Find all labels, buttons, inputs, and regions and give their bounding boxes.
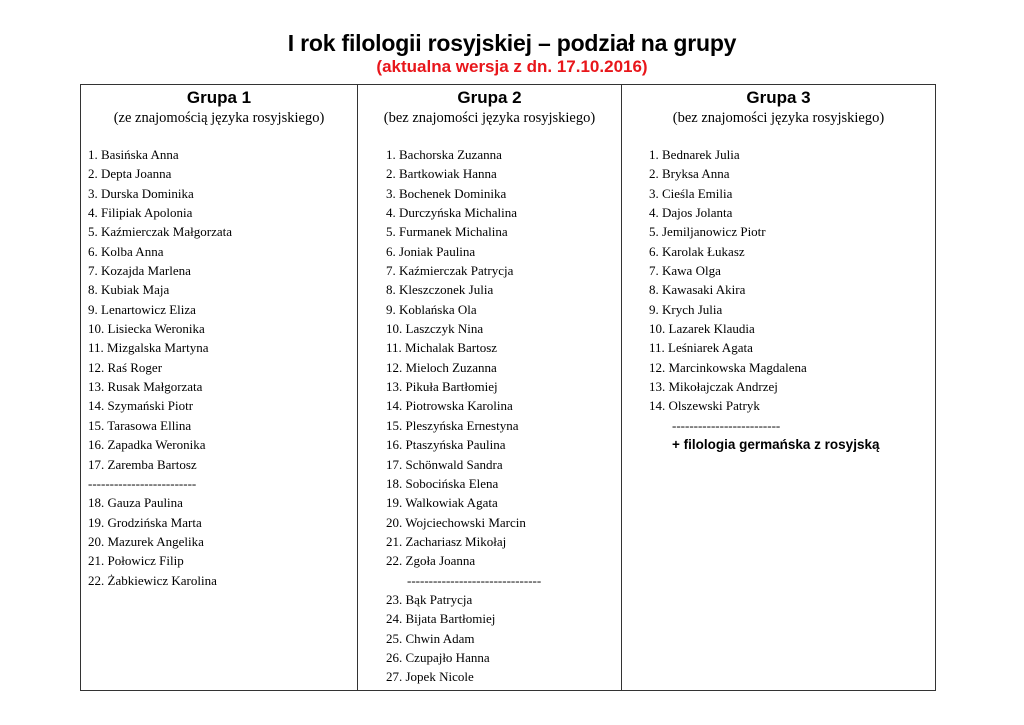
version-subtitle: (aktualna wersja z dn. 17.10.2016) (376, 57, 648, 76)
list-item: 15. Tarasowa Ellina (88, 417, 192, 433)
group-column-2 (358, 85, 622, 691)
list-item: 16. Zapadka Weronika (88, 437, 206, 453)
list-item: 10. Lisiecka Weronika (88, 321, 205, 337)
list-item: 21. Połowicz Filip (88, 553, 184, 569)
group-heading: Grupa 1 (186, 88, 252, 107)
list-item: 7. Kozajda Marlena (88, 263, 191, 279)
list-separator: ------------------------- (672, 417, 781, 433)
list-item: 8. Kubiak Maja (88, 282, 170, 298)
list-item: 17. Zaremba Bartosz (88, 456, 197, 472)
list-item: 2. Bryksa Anna (649, 166, 730, 182)
list-item: 10. Lazarek Klaudia (649, 321, 755, 337)
list-item: 8. Kawasaki Akira (649, 282, 746, 298)
list-item: 18. Gauza Paulina (88, 495, 183, 511)
group-description: (ze znajomością języka rosyjskiego) (113, 110, 325, 126)
list-item: 16. Ptaszyńska Paulina (386, 437, 506, 453)
list-item: 21. Zachariasz Mikołaj (386, 533, 507, 549)
list-item: 18. Sobocińska Elena (386, 475, 499, 491)
list-item: 15. Pleszyńska Ernestyna (386, 417, 519, 433)
list-item: 1. Basińska Anna (88, 147, 179, 162)
group-note: + filologia germańska z rosyjską (672, 437, 880, 453)
list-item: 20. Mazurek Angelika (88, 533, 204, 549)
list-item: 25. Chwin Adam (386, 630, 475, 646)
list-item: 12. Marcinkowska Magdalena (649, 359, 807, 375)
list-item: 5. Jemiljanowicz Piotr (649, 224, 766, 240)
student-list (622, 145, 935, 435)
list-item: 4. Filipiak Apolonia (88, 205, 193, 221)
list-item: 27. Jopek Nicole (386, 669, 474, 685)
list-item: 6. Joniak Paulina (386, 243, 476, 259)
list-item: 23. Bąk Patrycja (386, 591, 473, 607)
page-title: I rok filologii rosyjskiej – podział na grupy (287, 30, 737, 56)
list-item: 13. Pikuła Bartłomiej (386, 379, 498, 395)
list-item: 3. Bochenek Dominika (386, 185, 507, 201)
list-item: 11. Leśniarek Agata (649, 340, 753, 356)
list-item: 14. Piotrowska Karolina (386, 398, 513, 414)
list-item: 19. Grodzińska Marta (88, 514, 202, 530)
list-item: 11. Mizgalska Martyna (88, 340, 209, 356)
list-item: 2. Bartkowiak Hanna (386, 166, 497, 182)
list-item: 6. Kolba Anna (88, 243, 164, 259)
list-item: 14. Szymański Piotr (88, 398, 194, 414)
list-item: 1. Bachorska Zuzanna (386, 147, 502, 162)
list-item: 24. Bijata Bartłomiej (386, 611, 496, 627)
list-item: 7. Kaźmierczak Patrycja (386, 263, 514, 279)
list-item: 6. Karolak Łukasz (649, 243, 745, 259)
list-item: 11. Michalak Bartosz (386, 340, 498, 356)
list-item: 14. Olszewski Patryk (649, 398, 760, 414)
list-item: 22. Zgoła Joanna (386, 553, 476, 569)
list-item: 3. Durska Dominika (88, 185, 194, 201)
group-heading: Grupa 3 (746, 88, 811, 107)
list-separator: ------------------------------- (407, 572, 542, 588)
list-item: 2. Depta Joanna (88, 166, 172, 182)
list-item: 9. Lenartowicz Eliza (88, 301, 196, 317)
list-item: 17. Schönwald Sandra (386, 456, 503, 472)
list-item: 3. Cieśla Emilia (649, 185, 733, 201)
list-item: 13. Rusak Małgorzata (88, 379, 203, 395)
list-item: 4. Dajos Jolanta (649, 205, 733, 221)
list-item: 4. Durczyńska Michalina (386, 205, 518, 221)
list-item: 9. Koblańska Ola (386, 301, 477, 317)
list-item: 5. Furmanek Michalina (386, 224, 508, 240)
list-item: 9. Krych Julia (649, 301, 723, 317)
list-item: 1. Bednarek Julia (649, 147, 740, 162)
list-item: 8. Kleszczonek Julia (386, 282, 494, 298)
list-item: 19. Walkowiak Agata (386, 495, 498, 511)
student-list (81, 145, 357, 590)
list-item: 12. Mieloch Zuzanna (386, 359, 497, 375)
group-heading: Grupa 2 (457, 88, 522, 107)
student-list (358, 145, 621, 687)
list-item: 22. Żabkiewicz Karolina (88, 572, 217, 588)
list-item: 13. Mikołajczak Andrzej (649, 379, 778, 395)
list-item: 26. Czupajło Hanna (386, 649, 490, 665)
groups-table (80, 84, 936, 691)
list-item: 12. Raś Roger (88, 359, 163, 375)
list-item: 7. Kawa Olga (649, 263, 721, 279)
list-separator: ------------------------- (88, 475, 197, 491)
list-item: 20. Wojciechowski Marcin (386, 514, 526, 530)
list-item: 10. Laszczyk Nina (386, 321, 484, 337)
group-description: (bez znajomości języka rosyjskiego) (383, 110, 596, 126)
list-item: 5. Kaźmierczak Małgorzata (88, 224, 233, 240)
group-column-3 (622, 85, 936, 691)
group-column-1 (81, 85, 358, 691)
group-description: (bez znajomości języka rosyjskiego) (672, 110, 885, 126)
